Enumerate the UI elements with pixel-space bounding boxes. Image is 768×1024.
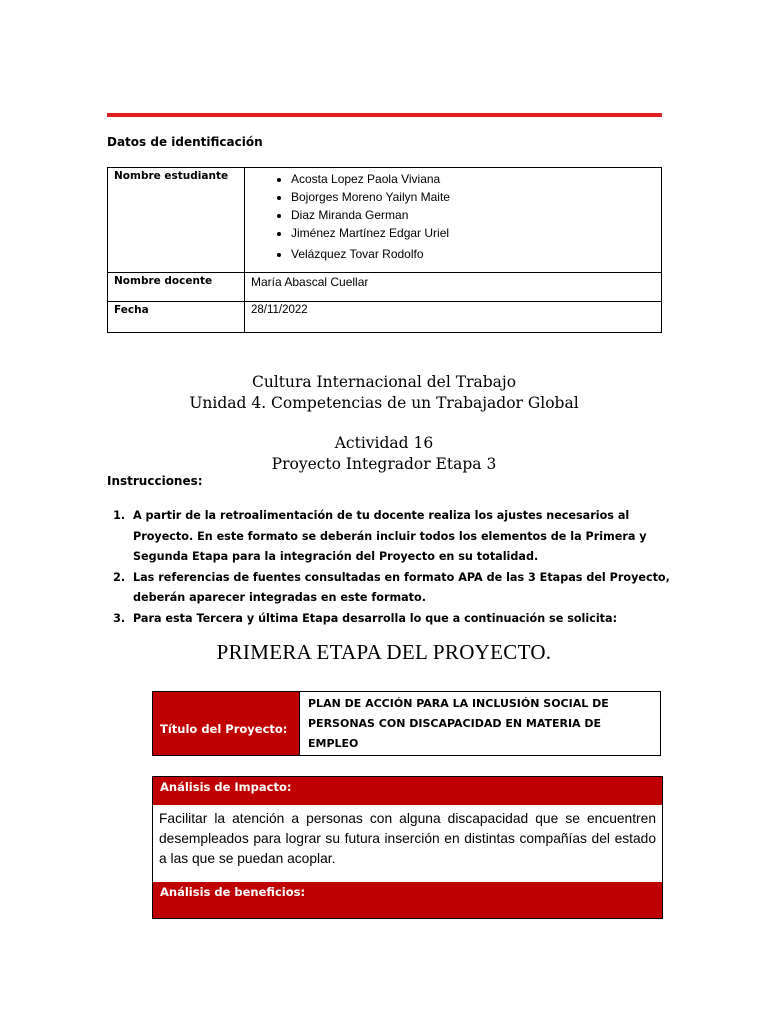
course-title: Cultura Internacional del Trabajo [251,373,517,391]
teacher-row [108,273,662,302]
analysis-box [152,776,663,919]
benefits-label: Análisis de beneficios: [153,882,662,918]
section-title: Datos de identificación [107,135,263,149]
unit-title: Unidad 4. Competencias de un Trabajador Global [189,394,579,412]
instructions-list [107,506,689,629]
instructions-label: Instrucciones: [107,474,203,488]
date-value: 28/11/2022 [245,302,662,333]
student-label: Nombre estudiante [108,168,245,273]
student-item: • Diaz Miranda German [291,206,655,224]
etapa-heading: PRIMERA ETAPA DEL PROYECTO. [216,640,552,664]
instruction-item: 2. Las referencias de fuentes consultadas en formato APA de las 3 Etapas del Proyecto, deberán aparecer integradas en este formato. [129,568,689,609]
student-list-cell [245,168,662,273]
activity-number: Actividad 16 [334,434,434,452]
student-list [251,170,655,263]
teacher-label: Nombre docente [108,273,245,302]
date-label: Fecha [108,302,245,333]
student-item: • Jiménez Martínez Edgar Uriel [291,224,655,242]
instruction-item: 3. Para esta Tercera y última Etapa desarrolla lo que a continuación se solicita: [129,609,689,630]
identification-table [107,167,662,333]
student-item: • Velázquez Tovar Rodolfo [291,245,655,263]
project-title-table [152,691,661,756]
teacher-value: María Abascal Cuellar [245,273,662,302]
header-rule [107,113,662,117]
impact-text: Facilitar la atención a personas con alguna discapacidad que se encuentren desempleados para lograr su futura inserción en distintas compañías del estado a las que se puedan acoplar. [159,811,656,866]
student-item: • Bojorges Moreno Yailyn Maite [291,188,655,206]
project-title-value [300,692,661,756]
impact-label: Análisis de Impacto: [153,777,662,805]
student-row [108,168,662,273]
project-title-line: PERSONAS CON DISCAPACIDAD EN MATERIA DE EMPLEO [308,716,602,750]
student-item: • Acosta Lopez Paola Viviana [291,170,655,188]
instruction-item: 1. A partir de la retroalimentación de tu docente realiza los ajustes necesarios al Proyecto. En este formato se deberán incluir todos los elementos de la Primera y Segunda Etapa para la integración del Proyecto en su totalidad. [129,506,689,568]
date-row [108,302,662,333]
activity-title: Proyecto Integrador Etapa 3 [271,455,497,473]
project-title-line: PLAN DE ACCIÓN PARA LA INCLUSIÓN SOCIAL DE [308,696,609,710]
project-title-label: Título del Proyecto: [153,692,300,756]
